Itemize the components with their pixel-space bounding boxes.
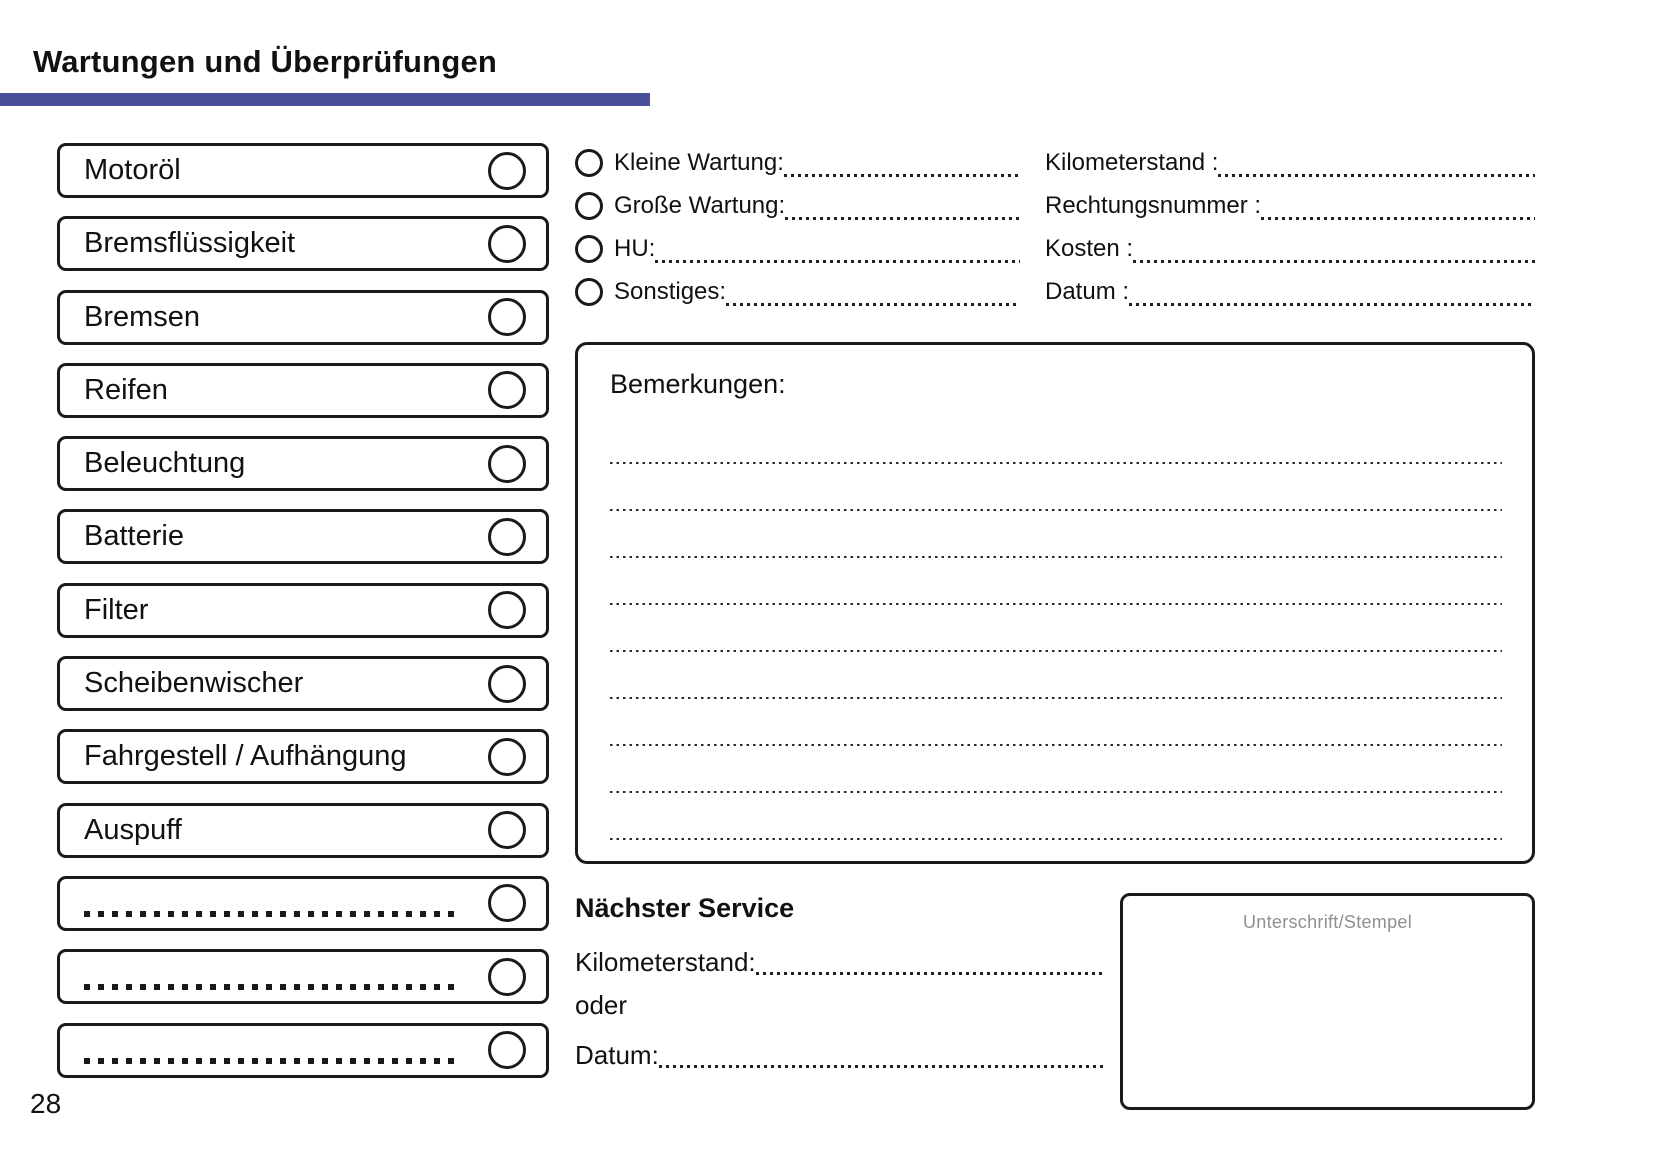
detail-field-label: Datum : [1045,277,1130,305]
next-service-title: Nächster Service [575,893,795,923]
radio-circle [575,235,603,263]
remarks-line [610,746,1502,793]
checklist-item-label: Bremsen [84,300,201,333]
detail-field-label: Rechtungsnummer : [1045,191,1262,219]
checklist-item-label: Bremsflüssigkeit [84,227,296,260]
remarks-line [610,558,1502,605]
checklist [57,143,549,1078]
blank-fill-line [84,911,456,917]
status-circle [488,958,526,996]
checklist-item [57,729,549,784]
radio-circle [575,192,603,220]
fill-line [1218,174,1535,177]
remarks-line [610,417,1502,464]
blank-fill-line [84,1058,456,1064]
remarks-box [575,342,1535,864]
status-circle [488,665,526,703]
service-type-option [575,270,1020,313]
checklist-item-label: Motoröl [84,154,181,186]
service-type-label: Große Wartung: [614,191,786,219]
remarks-line [610,511,1502,558]
checklist-item-blank [57,876,549,931]
status-circle [488,298,526,336]
fill-line [756,972,1105,975]
checklist-item-label: Fahrgestell / Aufhängung [84,740,407,773]
radio-circle [575,149,603,177]
status-circle [488,152,526,190]
status-circle [488,1031,526,1069]
checklist-item-label: Reifen [84,373,168,406]
detail-field [1045,227,1535,270]
blank-fill-line [84,984,456,990]
next-service-date-label: Datum: [575,1039,659,1070]
checklist-item [57,509,549,564]
detail-field [1045,141,1535,184]
checklist-item-blank [57,949,549,1004]
checklist-item-label: Filter [84,593,149,626]
next-service-date-field [575,1035,1105,1075]
radio-circle [575,278,603,306]
checklist-item [57,363,549,418]
remarks-line [610,793,1502,840]
fill-line [655,260,1020,263]
fill-line [1261,217,1535,220]
service-type-option [575,184,1020,227]
checklist-item [57,290,549,345]
next-service-kilometer-label: Kilometerstand: [575,946,756,977]
service-type-option [575,141,1020,184]
remarks-lines [610,417,1502,840]
fill-line [726,303,1020,306]
page-number: 28 [30,1088,62,1119]
status-circle [488,371,526,409]
checklist-item [57,803,549,858]
fill-line [784,174,1020,177]
fill-line [785,217,1020,220]
checklist-item-label: Beleuchtung [84,447,246,480]
checklist-item-label: Scheibenwischer [84,667,304,700]
remarks-line [610,652,1502,699]
status-circle [488,445,526,483]
checklist-item [57,583,549,638]
status-circle [488,811,526,849]
fill-line [1129,303,1535,306]
remarks-line [610,464,1502,511]
service-type-label: Kleine Wartung: [614,148,784,176]
checklist-item [57,436,549,491]
checklist-item [57,656,549,711]
checklist-item-label: Batterie [84,520,184,553]
fill-line [659,1065,1105,1068]
status-circle [488,591,526,629]
checklist-item [57,216,549,271]
remarks-line [610,605,1502,652]
checklist-item-label: Auspuff [84,813,182,846]
next-service-or-label: oder [575,990,628,1020]
status-circle [488,225,526,263]
service-type-option [575,227,1020,270]
service-type-label: HU: [614,234,656,262]
status-circle [488,518,526,556]
remarks-line [610,699,1502,746]
detail-field [1045,184,1535,227]
checklist-item-blank [57,1023,549,1078]
next-service-kilometer-field [575,942,1105,982]
fill-line [1133,260,1535,263]
detail-field-label: Kosten : [1045,234,1134,262]
service-type-label: Sonstiges: [614,277,727,305]
signature-stamp-box [1120,893,1535,1110]
signature-stamp-label: Unterschrift/Stempel [1242,912,1413,932]
remarks-title: Bemerkungen: [610,369,786,399]
status-circle [488,738,526,776]
checklist-item [57,143,549,198]
accent-bar [0,93,650,106]
detail-field-label: Kilometerstand : [1045,148,1219,176]
page-title: Wartungen und Überprüfungen [33,44,498,79]
status-circle [488,884,526,922]
detail-field [1045,270,1535,313]
